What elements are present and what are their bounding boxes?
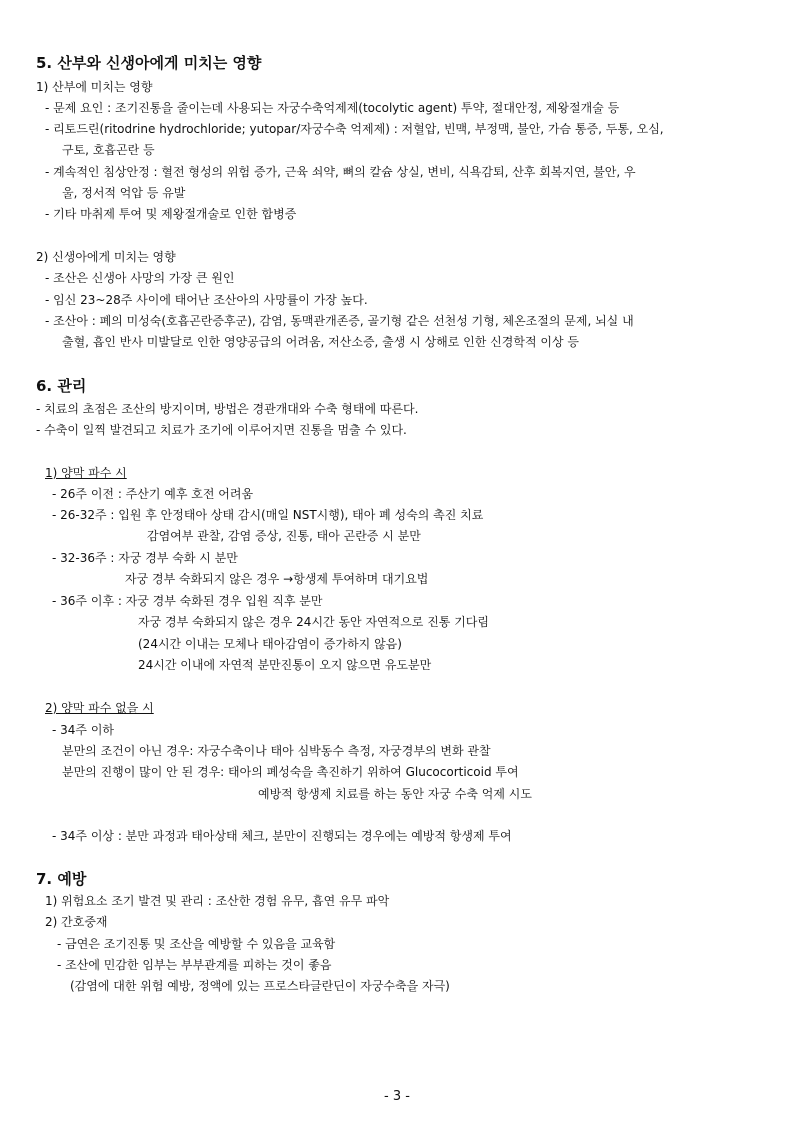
- list-item-continuation: 24시간 이내에 자연적 분만진통이 오지 않으면 유도분만: [138, 658, 432, 672]
- list-item-continuation: 구토, 호흡곤란 등: [62, 143, 155, 157]
- list-item: - 리토드린(ritodrine hydrochloride; yutopar/자궁수축 억제제) : 저혈압, 빈맥, 부정맥, 불안, 가슴 통증, 두통, 오심,: [45, 122, 664, 136]
- list-item: - 치료의 초점은 조산의 방지이며, 방법은 경관개대와 수축 형태에 따른다.: [36, 402, 419, 416]
- list-item: - 수축이 일찍 발견되고 치료가 조기에 이루어지면 진통을 멈출 수 있다.: [36, 423, 407, 437]
- list-item: 2) 간호중재: [45, 915, 108, 929]
- list-item: 1) 위험요소 조기 발견 및 관리 : 조산한 경험 유무, 흡연 유무 파악: [45, 894, 390, 908]
- section-5-heading: 5. 산부와 신생아에게 미치는 영향: [36, 54, 262, 72]
- list-item: - 조산아 : 폐의 미성숙(호흡곤란증후군), 감염, 동맥관개존증, 골기형 같은 선천성 기형, 체온조절의 문제, 뇌실 내: [45, 314, 634, 328]
- list-item: - 문제 요인 : 조기진통을 줄이는데 사용되는 자궁수축억제제(tocolytic agent) 투약, 절대안정, 제왕절개술 등: [45, 101, 620, 115]
- list-item-continuation: (24시간 이내는 모체나 태아감염이 증가하지 않음): [138, 637, 402, 651]
- list-item: - 34주 이상 : 분만 과정과 태아상태 체크, 분만이 진행되는 경우에는 예방적 항생제 투여: [52, 829, 512, 843]
- section-7-heading: 7. 예방: [36, 870, 87, 888]
- section-6-1-heading: 1) 양막 파수 시: [45, 466, 127, 480]
- list-item: - 26주 이전 : 주산기 예후 호전 어려움: [52, 487, 254, 501]
- list-item-continuation: 분만의 진행이 많이 안 된 경우: 태아의 폐성숙을 촉진하기 위하여 Glucocorticoid 투여: [62, 765, 519, 779]
- list-item-continuation: 자궁 경부 숙화되지 않은 경우 →항생제 투여하며 대기요법: [125, 572, 429, 586]
- list-item: - 계속적인 침상안정 : 혈전 형성의 위험 증가, 근육 쇠약, 뼈의 칼슘 상실, 변비, 식욕감퇴, 산후 회복지연, 불안, 우: [45, 165, 636, 179]
- list-item-continuation: 출혈, 흡인 반사 미발달로 인한 영양공급의 어려움, 저산소증, 출생 시 상해로 인한 신경학적 이상 등: [62, 335, 579, 349]
- list-item: - 조산은 신생아 사망의 가장 큰 원인: [45, 271, 235, 285]
- list-item-continuation: 예방적 항생제 치료를 하는 동안 자궁 수축 억제 시도: [258, 787, 532, 801]
- list-item: - 임신 23~28주 사이에 태어난 조산아의 사망률이 가장 높다.: [45, 293, 368, 307]
- list-item-continuation: 자궁 경부 숙화되지 않은 경우 24시간 동안 자연적으로 진통 기다림: [138, 615, 489, 629]
- list-item: - 금연은 조기진통 및 조산을 예방할 수 있음을 교육함: [57, 937, 336, 951]
- list-item-continuation: 울, 정서적 억압 등 유발: [62, 186, 186, 200]
- list-item: - 26-32주 : 입원 후 안정태아 상태 감시(매일 NST시행), 태아 폐 성숙의 촉진 치료: [52, 508, 484, 522]
- list-item: - 기타 마취제 투여 및 제왕절개술로 인한 합병증: [45, 207, 297, 221]
- section-6-heading: 6. 관리: [36, 377, 87, 395]
- section-6-2-heading: 2) 양막 파수 없을 시: [45, 701, 154, 715]
- list-item: - 36주 이후 : 자궁 경부 숙화된 경우 입원 직후 분만: [52, 594, 323, 608]
- list-item: - 32-36주 : 자궁 경부 숙화 시 분만: [52, 551, 238, 565]
- list-item: - 조산에 민감한 임부는 부부관계를 피하는 것이 좋음: [57, 958, 332, 972]
- list-item-continuation: 분만의 조건이 아닌 경우: 자궁수축이나 태아 심박동수 측정, 자궁경부의 변화 관찰: [62, 744, 491, 758]
- list-item: - 34주 이하: [52, 723, 115, 737]
- list-item-continuation: 감염여부 관찰, 감염 증상, 진통, 태아 곤란증 시 분만: [147, 529, 421, 543]
- section-5-1-heading: 1) 산부에 미치는 영향: [36, 80, 153, 94]
- list-item-continuation: (감염에 대한 위험 예방, 정액에 있는 프로스타글란딘이 자궁수축을 자극): [70, 979, 450, 993]
- section-5-2-heading: 2) 신생아에게 미치는 영향: [36, 250, 176, 264]
- page-number: - 3 -: [384, 1089, 410, 1104]
